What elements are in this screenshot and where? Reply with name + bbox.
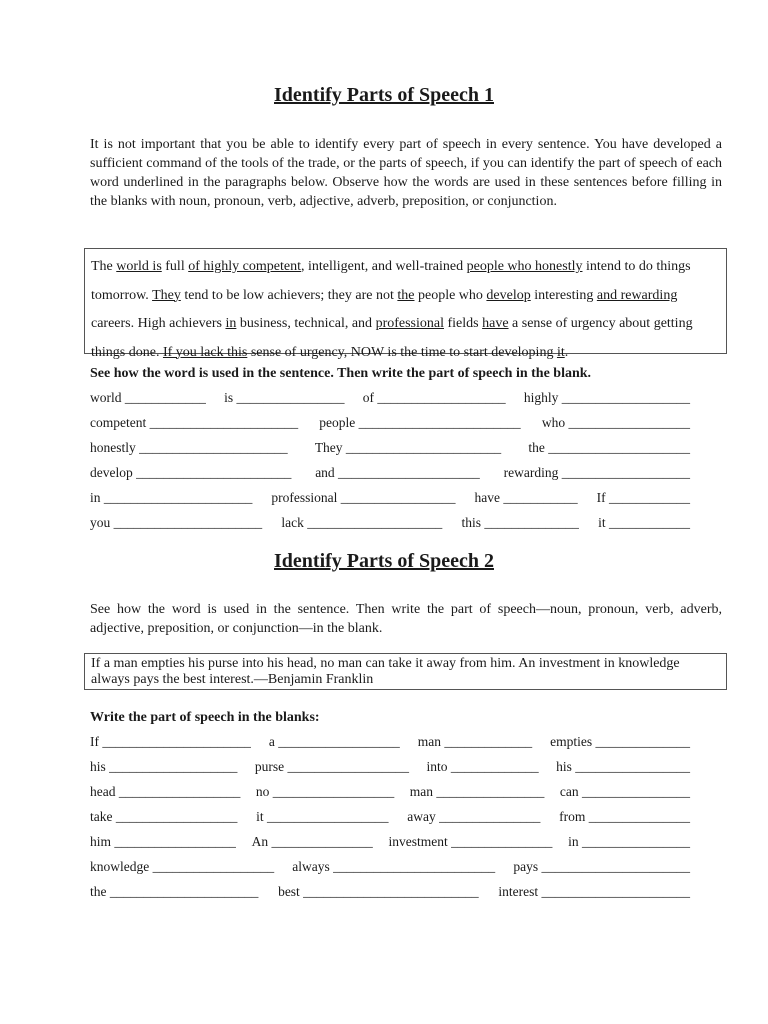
- section2-quote-box: [84, 653, 727, 690]
- answer-blank[interactable]: empties ______________: [550, 734, 690, 749]
- quote-text: If a man empties his purse into his head, no man can take it away from him. An investment in knowledge always pays the best interest.—Benjamin Franklin: [91, 656, 680, 687]
- answer-blank[interactable]: a __________________: [268, 734, 400, 749]
- answer-blank[interactable]: always ________________________: [292, 859, 496, 874]
- answer-blank[interactable]: you ______________________: [90, 515, 263, 530]
- answer-blank[interactable]: knowledge __________________: [90, 859, 275, 874]
- passage-text: interesting: [530, 287, 597, 303]
- answer-blank[interactable]: in ______________________: [90, 490, 253, 505]
- answer-blank[interactable]: purse __________________: [254, 759, 409, 774]
- answer-row: [90, 834, 690, 859]
- answer-row: [90, 465, 690, 490]
- underlined-word: have: [482, 316, 509, 331]
- section1-answer-grid: [90, 390, 690, 540]
- answer-row: [90, 390, 690, 415]
- section1-instruction: See how the word is used in the sentence. Then write the part of speech in the blank.: [90, 366, 592, 381]
- answer-blank[interactable]: people ________________________: [319, 415, 521, 430]
- passage-text: The: [91, 259, 117, 274]
- answer-blank[interactable]: man ________________: [409, 784, 545, 799]
- answer-blank[interactable]: it __________________: [256, 809, 389, 824]
- underlined-word: develop: [486, 287, 531, 303]
- passage-text: full: [161, 259, 189, 274]
- section2-title: Identify Parts of Speech 2: [274, 550, 494, 572]
- answer-blank[interactable]: investment _______________: [388, 834, 553, 849]
- answer-blank[interactable]: of ___________________: [362, 390, 506, 405]
- passage-text: fields: [444, 316, 483, 331]
- answer-blank[interactable]: and _____________________: [315, 465, 480, 480]
- answer-blank[interactable]: his _________________: [556, 759, 690, 774]
- answer-row: [90, 515, 690, 540]
- answer-blank[interactable]: world ____________: [90, 390, 206, 405]
- section2-answer-grid: [90, 734, 690, 909]
- passage-text: a sense of urgency about getting things done.: [91, 316, 693, 360]
- answer-row: [90, 884, 690, 909]
- passage-text: , intelligent, and well-trained: [300, 259, 467, 274]
- passage-text: business, technical, and: [236, 316, 376, 331]
- section1-title: Identify Parts of Speech 1: [274, 84, 494, 106]
- answer-blank[interactable]: away _______________: [407, 809, 541, 824]
- answer-blank[interactable]: An _______________: [251, 834, 373, 849]
- answer-blank[interactable]: is ________________: [224, 390, 345, 405]
- section2-instruction: Write the part of speech in the blanks:: [90, 710, 320, 725]
- passage-text: intend to do things tomorrow.: [91, 259, 691, 303]
- answer-blank[interactable]: rewarding ___________________: [503, 465, 690, 480]
- underlined-word: They: [152, 287, 181, 303]
- answer-row: [90, 859, 690, 884]
- answer-blank[interactable]: lack ____________________: [281, 515, 443, 530]
- answer-row: [90, 415, 690, 440]
- answer-blank[interactable]: best __________________________: [278, 884, 479, 899]
- answer-blank[interactable]: into _____________: [426, 759, 539, 774]
- passage-text: careers. High achievers: [91, 316, 226, 331]
- passage-text: people who: [414, 287, 487, 303]
- underlined-word: If you lack this: [162, 344, 248, 360]
- answer-blank[interactable]: from _______________: [559, 809, 690, 824]
- answer-blank[interactable]: the ______________________: [90, 884, 259, 899]
- answer-row: [90, 734, 690, 759]
- passage-text: sense of urgency, NOW is the time to start developing: [247, 344, 557, 360]
- answer-blank[interactable]: man _____________: [417, 734, 533, 749]
- answer-blank[interactable]: highly ___________________: [523, 390, 690, 405]
- answer-row: [90, 784, 690, 809]
- section1-passage-box: [84, 248, 727, 360]
- answer-blank[interactable]: If ______________________: [90, 734, 251, 749]
- section2-intro: See how the word is used in the sentence. Then write the part of speech—noun, pronoun, verb, adverb, adjective, preposition, or conjunction—in the blank.: [90, 602, 722, 636]
- answer-blank[interactable]: If ____________: [596, 490, 690, 505]
- answer-blank[interactable]: take __________________: [90, 809, 238, 824]
- underlined-word: in: [225, 316, 237, 331]
- underlined-word: the: [397, 287, 415, 303]
- underlined-word: and rewarding: [596, 287, 678, 303]
- answer-row: [90, 759, 690, 784]
- answer-blank[interactable]: pays ______________________: [513, 859, 690, 874]
- answer-blank[interactable]: They _______________________: [314, 440, 502, 455]
- underlined-word: world is: [116, 259, 162, 274]
- answer-blank[interactable]: no __________________: [255, 784, 395, 799]
- answer-blank[interactable]: honestly ______________________: [90, 440, 288, 455]
- answer-blank[interactable]: this ______________: [461, 515, 579, 530]
- answer-blank[interactable]: head __________________: [90, 784, 241, 799]
- underlined-word: of highly competent: [188, 259, 301, 274]
- section1-intro: It is not important that you be able to identify every part of speech in every sentence. You have developed a sufficient command of the tools of the trade, or the parts of speech, if you can identify the part of speech of each word underlined in the paragraphs below. Observe how the words are used in these sentences before filling in the blanks with noun, pronoun, verb, adjective, adverb, preposition, or conjunction.: [90, 137, 722, 209]
- answer-blank[interactable]: interest ______________________: [498, 884, 690, 899]
- answer-row: [90, 490, 690, 515]
- answer-blank[interactable]: have ___________: [474, 490, 578, 505]
- underlined-word: it: [556, 344, 565, 360]
- answer-blank[interactable]: the _____________________: [528, 440, 690, 455]
- answer-blank[interactable]: him __________________: [90, 834, 236, 849]
- answer-blank[interactable]: can ________________: [559, 784, 690, 799]
- answer-blank[interactable]: it ____________: [598, 515, 690, 530]
- answer-blank[interactable]: professional _________________: [271, 490, 456, 505]
- underlined-word: people who honestly: [466, 259, 583, 274]
- answer-blank[interactable]: in ________________: [568, 834, 690, 849]
- answer-blank[interactable]: develop _______________________: [90, 465, 292, 480]
- passage-text: tend to be low achievers; they are not: [180, 287, 398, 303]
- answer-blank[interactable]: competent ______________________: [90, 415, 299, 430]
- passage-text: .: [564, 344, 569, 360]
- answer-row: [90, 809, 690, 834]
- underlined-word: professional: [375, 316, 444, 331]
- answer-blank[interactable]: who __________________: [541, 415, 690, 430]
- answer-blank[interactable]: his ___________________: [90, 759, 238, 774]
- answer-row: [90, 440, 690, 465]
